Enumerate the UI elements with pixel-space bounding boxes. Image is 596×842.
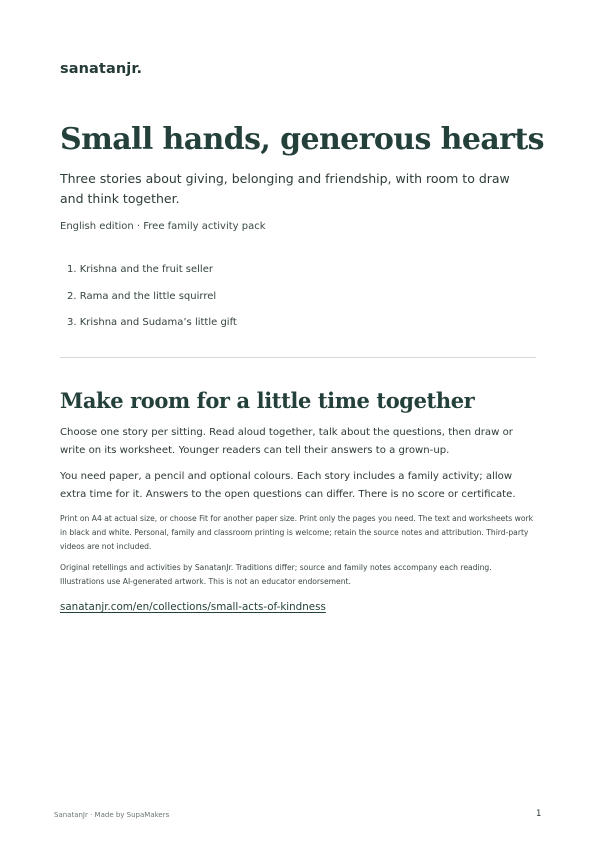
brand-logo: sanatanjr. (60, 61, 143, 77)
materials-paragraph: You need paper, a pencil and optional colours. Each story includes a family activity; allow extra time for it. Answers to the open questions can differ. There is no score or certificate. (60, 471, 516, 500)
credits-note: Original retellings and activities by SanatanJr. Traditions differ; source and family notes accompany each reading. Illustrations use AI-generated artwork. This is not an educator endorsement. (60, 563, 492, 586)
instructions-paragraph: Choose one story per sitting. Read aloud together, talk about the questions, then draw or write on its worksheet. Younger readers can tell their answers to a grown-up. (60, 427, 513, 456)
page-subtitle: Three stories about giving, belonging and friendship, with room to draw and think together. (60, 171, 510, 206)
story-list-item: 2. Rama and the little squirrel (67, 290, 217, 302)
collection-link[interactable]: sanatanjr.com/en/collections/small-acts-of-kindness (60, 601, 326, 613)
section-heading: Make room for a little time together (60, 388, 475, 413)
print-note: Print on A4 at actual size, or choose Fit for another paper size. Print only the pages you need. The text and worksheets work in black and white. Personal, family and classroom printing is welcome; retain the source notes and attribution. Third-party videos are not included. (60, 514, 534, 551)
section-divider (60, 357, 536, 358)
story-list-item: 1. Krishna and the fruit seller (67, 264, 213, 275)
page-title: Small hands, generous hearts (60, 122, 544, 157)
footer-credit: SanatanJr · Made by SupaMakers (54, 811, 170, 819)
page-number: 1 (536, 809, 542, 819)
edition-line: English edition · Free family activity pack (60, 221, 266, 232)
story-list (60, 263, 237, 343)
story-list-item: 3. Krishna and Sudama’s little gift (67, 317, 237, 328)
